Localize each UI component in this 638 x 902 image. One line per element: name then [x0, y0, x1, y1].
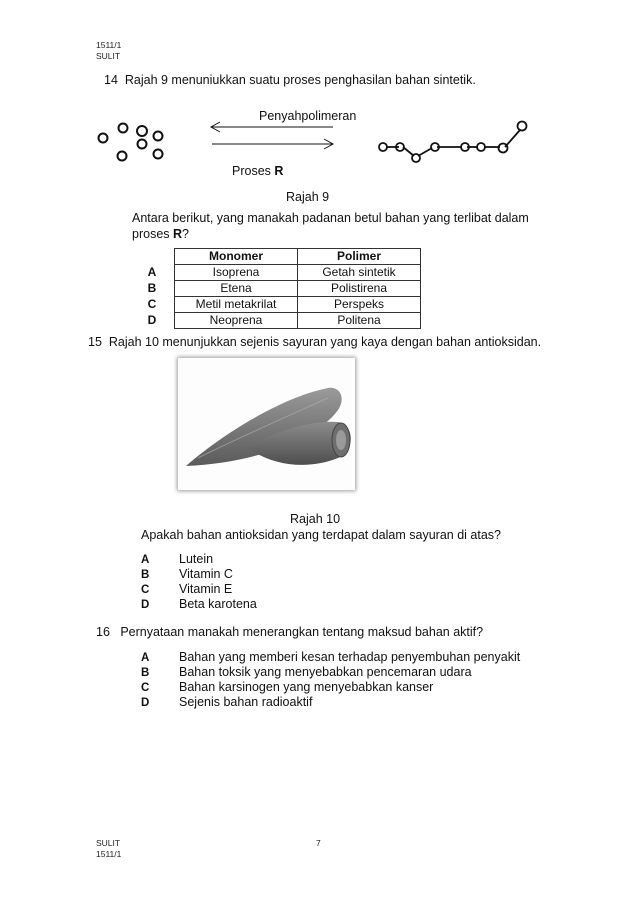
option-label: A [141, 652, 150, 664]
q16-option-c [141, 680, 433, 694]
table-corner [130, 249, 175, 265]
table-cell-polimer: Polistirena [298, 281, 421, 297]
footer-block [96, 838, 121, 860]
table-header-polimer: Polimer [298, 249, 421, 265]
monomer-circles [99, 124, 163, 161]
arrow-top-label: Penyahpolimeran [259, 109, 357, 123]
table-cell-monomer: Neoprena [175, 313, 298, 329]
q14-prompt-line2 [132, 226, 529, 242]
q14-number: 14 [104, 73, 118, 87]
q15-stem [88, 335, 541, 349]
option-label: B [147, 281, 157, 295]
q14-prompt-prefix: proses [132, 227, 173, 241]
rajah-10-caption: Rajah 10 [290, 512, 341, 526]
q15-option-a [141, 552, 213, 566]
monomer-polymer-table [130, 248, 421, 329]
polymer-chain [379, 122, 527, 163]
table-cell-polimer: Politena [298, 313, 421, 329]
rajah-9-caption: Rajah 9 [286, 190, 330, 204]
page-number: 7 [316, 838, 321, 848]
option-text: Bahan toksik yang menyebabkan pencemaran udara [179, 665, 472, 679]
option-text: Sejenis bahan radioaktif [179, 695, 313, 709]
q14-prompt-bold: R [173, 227, 183, 241]
q15-number: 15 [88, 335, 102, 349]
option-text: Bahan karsinogen yang menyebabkan kanser [179, 680, 434, 694]
q16-text: Pernyataan manakah menerangkan tentang maksud bahan aktif? [120, 625, 484, 639]
option-label: D [141, 697, 150, 709]
arrow-bottom-bold: R [274, 164, 284, 178]
header-block [96, 40, 121, 62]
q16-number: 16 [96, 625, 110, 639]
table-cell-polimer: Getah sintetik [298, 265, 421, 281]
table-header-row [130, 249, 421, 265]
q14-prompt [132, 210, 529, 242]
arrow-bottom-label [232, 164, 283, 178]
q15-option-d [141, 597, 257, 611]
carrot-illustration [178, 358, 355, 490]
option-label: C [141, 682, 150, 694]
q15-prompt: Apakah bahan antioksidan yang terdapat dalam sayuran di atas? [141, 528, 501, 542]
option-text: Beta karotena [179, 597, 257, 611]
option-text: Vitamin C [179, 567, 233, 581]
option-text: Vitamin E [179, 582, 233, 596]
q14-prompt-suffix: ? [182, 227, 189, 241]
table-row [130, 281, 421, 297]
q14-stem [104, 73, 476, 87]
q16-option-a [141, 650, 520, 664]
option-text: Bahan yang memberi kesan terhadap penyembuhan penyakit [179, 650, 521, 664]
q15-text: Rajah 10 menunjukkan sejenis sayuran yang kaya dengan bahan antioksidan. [108, 335, 542, 349]
carrot-image [178, 358, 355, 490]
q15-option-c [141, 582, 232, 596]
option-label: B [141, 667, 150, 679]
option-label: B [141, 569, 150, 581]
footer-status: SULIT [96, 838, 121, 848]
reaction-arrows [211, 122, 333, 149]
arrow-bottom-prefix: Proses [232, 164, 275, 178]
option-label: D [141, 599, 150, 611]
q16-stem [96, 625, 483, 639]
header-code: 1511/1 [96, 40, 122, 50]
q14-prompt-line1: Antara berikut, yang manakah padanan betul bahan yang terlibat dalam [132, 211, 529, 225]
q15-option-b [141, 567, 233, 581]
table-cell-monomer: Metil metakrilat [175, 297, 298, 313]
option-label: A [141, 554, 150, 566]
footer-code: 1511/1 [96, 849, 122, 859]
q16-option-b [141, 665, 472, 679]
option-label: C [147, 297, 157, 311]
table-row [130, 265, 421, 281]
option-label: A [147, 265, 157, 279]
q16-option-d [141, 695, 312, 709]
option-label: C [141, 584, 150, 596]
header-status: SULIT [96, 51, 121, 61]
table-cell-monomer: Etena [175, 281, 298, 297]
option-text: Lutein [179, 552, 214, 566]
q14-text: Rajah 9 menuniukkan suatu proses penghasilan bahan sintetik. [124, 73, 476, 87]
table-header-monomer: Monomer [175, 249, 298, 265]
table-cell-monomer: Isoprena [175, 265, 298, 281]
table-cell-polimer: Perspeks [298, 297, 421, 313]
table-row [130, 297, 421, 313]
table-row [130, 313, 421, 329]
option-label: D [147, 313, 157, 327]
